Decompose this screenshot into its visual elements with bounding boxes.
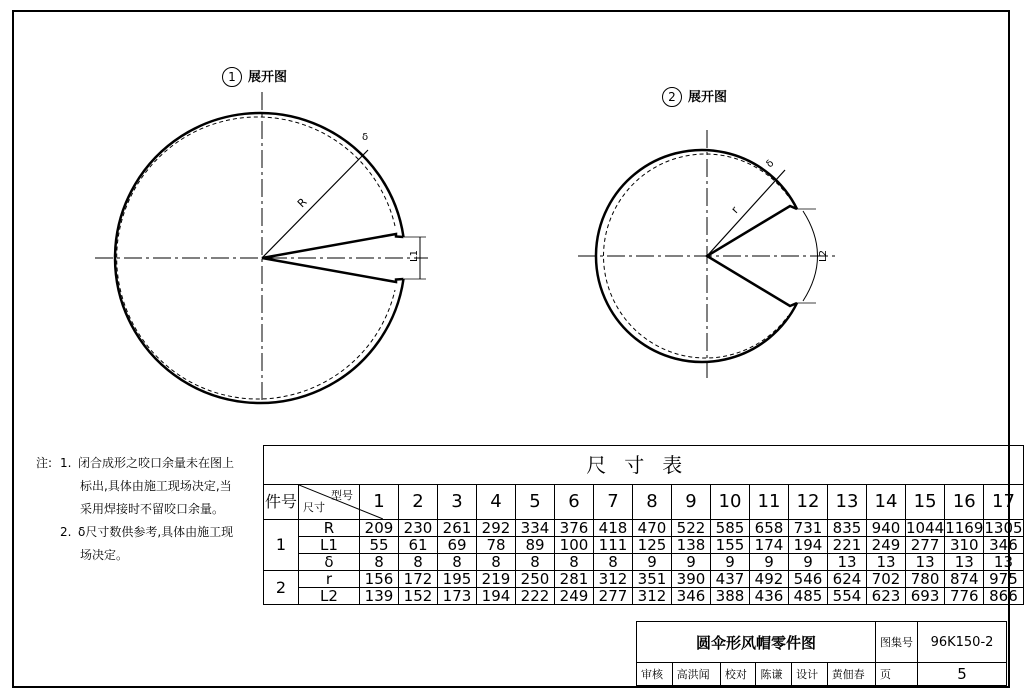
dimension-key-cell: δ	[299, 554, 360, 571]
drawing-1-number: 1	[222, 67, 242, 87]
drawing-1-title: 展开图	[248, 70, 288, 85]
model-header-5: 5	[516, 485, 555, 520]
dimension-value-cell: 222	[516, 588, 555, 605]
model-header-2: 2	[399, 485, 438, 520]
dimension-value-cell: 277	[594, 588, 633, 605]
dimension-value-cell: 8	[360, 554, 399, 571]
dimension-value-cell: 172	[399, 571, 438, 588]
dimension-value-cell: 194	[477, 588, 516, 605]
dimension-value-cell: 230	[399, 520, 438, 537]
dimension-value-cell: 195	[438, 571, 477, 588]
radius-line-2	[707, 170, 785, 256]
diag-header-model: 型号	[331, 489, 353, 502]
dimension-value-cell: 277	[906, 537, 945, 554]
dimension-value-cell: 139	[360, 588, 399, 605]
drawing-2-development	[578, 130, 836, 378]
design-signature: 黄佃春	[827, 663, 875, 686]
model-header-16: 16	[945, 485, 984, 520]
model-header-12: 12	[789, 485, 828, 520]
review-signature: 高洪闻	[672, 663, 720, 686]
dimension-value-cell: 8	[438, 554, 477, 571]
model-header-6: 6	[555, 485, 594, 520]
piece-number-cell: 2	[264, 571, 299, 605]
dimension-value-cell: 940	[867, 520, 906, 537]
dimension-value-cell: 874	[945, 571, 984, 588]
dimension-value-cell: 9	[672, 554, 711, 571]
dimension-value-cell: 975	[984, 571, 1023, 588]
drawing-2-title: 展开图	[688, 90, 728, 105]
dimension-value-cell: 585	[711, 520, 750, 537]
dimension-value-cell: 492	[750, 571, 789, 588]
page-number: 5	[918, 663, 1007, 686]
dimension-value-cell: 249	[867, 537, 906, 554]
col-piece-header: 件号	[264, 485, 299, 520]
dimension-value-cell: 8	[399, 554, 438, 571]
model-header-9: 9	[672, 485, 711, 520]
dimension-value-cell: 9	[789, 554, 828, 571]
dimension-value-cell: 835	[828, 520, 867, 537]
notes-block	[36, 452, 236, 567]
dimension-value-cell: 8	[477, 554, 516, 571]
dimension-value-cell: 78	[477, 537, 516, 554]
dimension-value-cell: 100	[555, 537, 594, 554]
dimension-value-cell: 69	[438, 537, 477, 554]
diagonal-header-cell	[299, 485, 360, 520]
model-header-13: 13	[828, 485, 867, 520]
dimension-value-cell: 155	[711, 537, 750, 554]
dimension-value-cell: 174	[750, 537, 789, 554]
dimension-value-cell: 156	[360, 571, 399, 588]
dimension-value-cell: 485	[789, 588, 828, 605]
model-header-7: 7	[594, 485, 633, 520]
radius-label-2: r	[728, 203, 742, 217]
dimension-value-cell: 281	[555, 571, 594, 588]
dimension-value-cell: 376	[555, 520, 594, 537]
dimension-key-cell: R	[299, 520, 360, 537]
table-row	[264, 520, 1024, 537]
note-item-1	[36, 452, 236, 521]
dimension-value-cell: 522	[672, 520, 711, 537]
model-header-3: 3	[438, 485, 477, 520]
dimension-value-cell: 312	[594, 571, 633, 588]
drawing-title: 圆伞形风帽零件图	[637, 622, 876, 663]
dimension-value-cell: 658	[750, 520, 789, 537]
dimension-value-cell: 13	[867, 554, 906, 571]
dimension-value-cell: 173	[438, 588, 477, 605]
notes-head: 注:	[36, 456, 53, 470]
drawing-1-caption	[222, 66, 287, 87]
radius-label-1: R	[294, 195, 310, 211]
dimension-value-cell: 776	[945, 588, 984, 605]
piece-number-cell: 1	[264, 520, 299, 571]
dimension-value-cell: 219	[477, 571, 516, 588]
dimension-value-cell: 1044	[906, 519, 945, 537]
dimension-value-cell: 346	[984, 537, 1023, 554]
model-header-8: 8	[633, 485, 672, 520]
check-label: 校对	[720, 663, 756, 686]
note-text: 闭合成形之咬口余量未在图上标出,具体由施工现场决定,当采用焊接时不留咬口余量。	[78, 456, 235, 516]
dimension-value-cell: 388	[711, 588, 750, 605]
model-header-17: 17	[984, 485, 1023, 520]
dimension-value-cell: 292	[477, 520, 516, 537]
dimension-value-cell: 1169	[945, 519, 984, 537]
dimension-value-cell: 261	[438, 520, 477, 537]
dimension-value-cell: 111	[594, 537, 633, 554]
dimension-value-cell: 250	[516, 571, 555, 588]
note-item-2	[36, 521, 236, 567]
dimension-value-cell: 731	[789, 520, 828, 537]
dimension-value-cell: 693	[906, 588, 945, 605]
dimension-value-cell: 8	[594, 554, 633, 571]
table-row	[264, 571, 1024, 588]
design-label: 设计	[792, 663, 828, 686]
dimension-key-cell: r	[299, 571, 360, 588]
table-row	[264, 588, 1024, 605]
model-header-1: 1	[360, 485, 399, 520]
model-header-11: 11	[750, 485, 789, 520]
title-block	[636, 621, 1007, 686]
dimension-value-cell: 780	[906, 571, 945, 588]
page-label: 页	[876, 663, 918, 686]
atlas-code: 96K150-2	[918, 622, 1007, 663]
dimension-value-cell: 13	[906, 554, 945, 571]
dimension-value-cell: 351	[633, 571, 672, 588]
dimension-value-cell: 13	[984, 554, 1023, 571]
model-header-10: 10	[711, 485, 750, 520]
dimension-key-cell: L1	[299, 537, 360, 554]
dimension-value-cell: 702	[867, 571, 906, 588]
dimension-value-cell: 390	[672, 571, 711, 588]
table-row	[264, 537, 1024, 554]
dimension-value-cell: 470	[633, 520, 672, 537]
atlas-label: 图集号	[876, 622, 918, 663]
model-header-14: 14	[867, 485, 906, 520]
delta-label-2: δ	[764, 158, 777, 171]
dimension-value-cell: 437	[711, 571, 750, 588]
model-header-15: 15	[906, 485, 945, 520]
dimension-value-cell: 1305	[984, 519, 1023, 537]
dimension-value-cell: 436	[750, 588, 789, 605]
drawing-1-development	[95, 92, 428, 404]
dimension-value-cell: 346	[672, 588, 711, 605]
dimension-value-cell: 209	[360, 520, 399, 537]
dimension-value-cell: 866	[984, 588, 1023, 605]
dimension-value-cell: 624	[828, 571, 867, 588]
dimension-value-cell: 221	[828, 537, 867, 554]
note-number: 1.	[60, 456, 72, 470]
dimension-value-cell: 61	[399, 537, 438, 554]
dimension-value-cell: 312	[633, 588, 672, 605]
dimension-value-cell: 334	[516, 520, 555, 537]
dimension-value-cell: 9	[711, 554, 750, 571]
dimension-value-cell: 249	[555, 588, 594, 605]
dimension-value-cell: 13	[945, 554, 984, 571]
review-label: 审核	[637, 663, 673, 686]
table-row	[264, 554, 1024, 571]
dimension-value-cell: 138	[672, 537, 711, 554]
dimension-value-cell: 9	[750, 554, 789, 571]
note-text: δ尺寸数供参考,具体由施工现场决定。	[78, 525, 234, 562]
drawing-2-caption	[662, 86, 727, 107]
delta-label-1: δ	[362, 132, 369, 143]
check-signature: 陈谦	[756, 663, 792, 686]
chord-label-2: L2	[818, 250, 829, 262]
dimension-value-cell: 13	[828, 554, 867, 571]
chord-label-1: L1	[409, 250, 420, 262]
dimension-value-cell: 125	[633, 537, 672, 554]
dimension-value-cell: 152	[399, 588, 438, 605]
dimension-value-cell: 418	[594, 520, 633, 537]
dimension-value-cell: 9	[633, 554, 672, 571]
dimension-value-cell: 310	[945, 537, 984, 554]
dimension-value-cell: 8	[516, 554, 555, 571]
dimension-value-cell: 89	[516, 537, 555, 554]
model-header-4: 4	[477, 485, 516, 520]
diag-header-size: 尺寸	[303, 501, 325, 514]
dimension-value-cell: 546	[789, 571, 828, 588]
dimension-value-cell: 554	[828, 588, 867, 605]
dimension-value-cell: 194	[789, 537, 828, 554]
dimension-table-title: 尺寸表	[264, 446, 1024, 485]
dimension-value-cell: 55	[360, 537, 399, 554]
dimension-value-cell: 8	[555, 554, 594, 571]
dimension-key-cell: L2	[299, 588, 360, 605]
note-number: 2.	[60, 525, 72, 539]
dimension-table	[263, 445, 1024, 605]
drawing-2-number: 2	[662, 87, 682, 107]
dimension-value-cell: 623	[867, 588, 906, 605]
